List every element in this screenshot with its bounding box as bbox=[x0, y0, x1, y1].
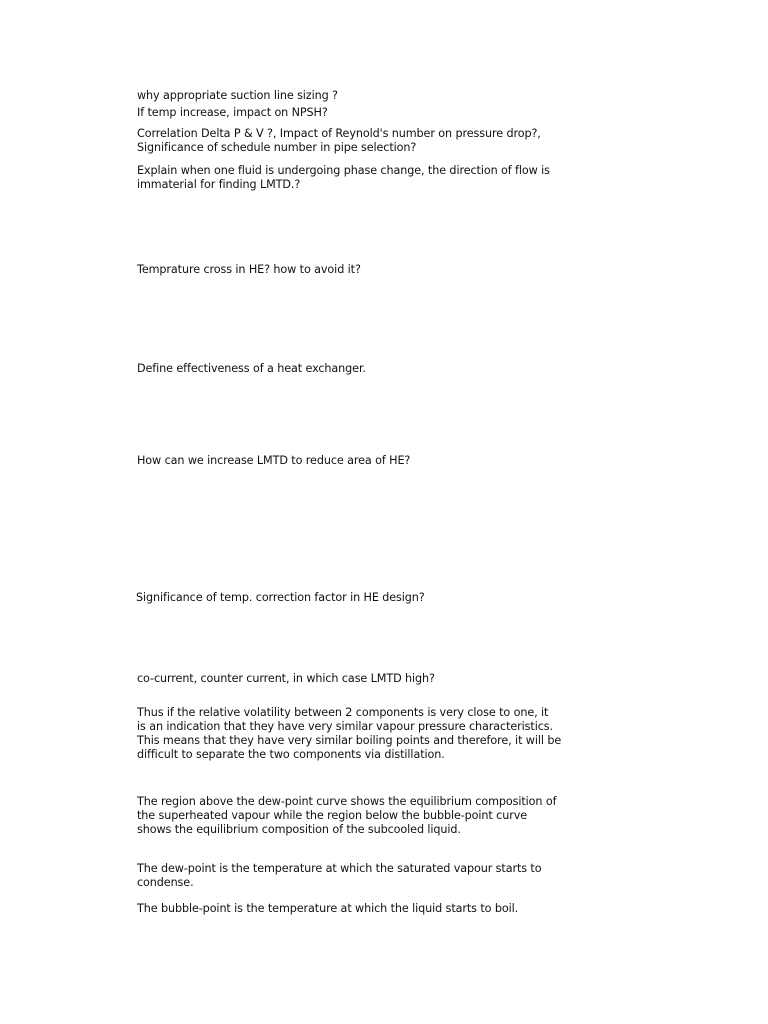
text-line: Temprature cross in HE? how to avoid it? bbox=[137, 263, 361, 276]
paragraph-dew-bubble-region bbox=[137, 795, 597, 837]
paragraph-increase-lmtd bbox=[137, 454, 597, 468]
text-line: condense. bbox=[137, 876, 194, 889]
text-line: why appropriate suction line sizing ? bbox=[137, 89, 338, 102]
paragraph-co-counter bbox=[137, 672, 597, 686]
text-line: Define effectiveness of a heat exchanger. bbox=[137, 362, 366, 375]
text-line: Thus if the relative volatility between 2 components is very close to one, it bbox=[137, 706, 549, 719]
paragraph-temp-cross bbox=[137, 263, 597, 277]
text-line: difficult to separate the two components via distillation. bbox=[137, 748, 445, 761]
text-line: How can we increase LMTD to reduce area of HE? bbox=[137, 454, 411, 467]
paragraph-npsh bbox=[137, 106, 597, 120]
text-line: shows the equilibrium composition of the subcooled liquid. bbox=[137, 823, 461, 836]
text-line: Significance of schedule number in pipe selection? bbox=[137, 141, 417, 154]
paragraph-effectiveness bbox=[137, 362, 597, 376]
paragraph-correction-factor bbox=[136, 591, 596, 605]
text-line: If temp increase, impact on NPSH? bbox=[137, 106, 328, 119]
paragraph-correlation bbox=[137, 127, 597, 155]
text-line: Correlation Delta P & V ?, Impact of Reynold's number on pressure drop?, bbox=[137, 127, 541, 140]
paragraph-suction-line bbox=[137, 89, 597, 103]
text-line: The region above the dew-point curve shows the equilibrium composition of bbox=[137, 795, 557, 808]
paragraph-phase-change bbox=[137, 164, 597, 192]
paragraph-relative-volatility bbox=[137, 706, 597, 762]
paragraph-bubble-point bbox=[137, 902, 597, 916]
text-line: The dew-point is the temperature at which the saturated vapour starts to bbox=[137, 862, 542, 875]
text-line: Explain when one fluid is undergoing phase change, the direction of flow is bbox=[137, 164, 550, 177]
text-line: the superheated vapour while the region below the bubble-point curve bbox=[137, 809, 528, 822]
text-line: The bubble-point is the temperature at which the liquid starts to boil. bbox=[137, 902, 519, 915]
paragraph-dew-point bbox=[137, 862, 597, 890]
text-line: co-current, counter current, in which case LMTD high? bbox=[137, 672, 435, 685]
text-line: is an indication that they have very similar vapour pressure characteristics. bbox=[137, 720, 553, 733]
text-line: immaterial for finding LMTD.? bbox=[137, 178, 301, 191]
text-line: Significance of temp. correction factor in HE design? bbox=[136, 591, 425, 604]
text-line: This means that they have very similar boiling points and therefore, it will be bbox=[137, 734, 562, 747]
